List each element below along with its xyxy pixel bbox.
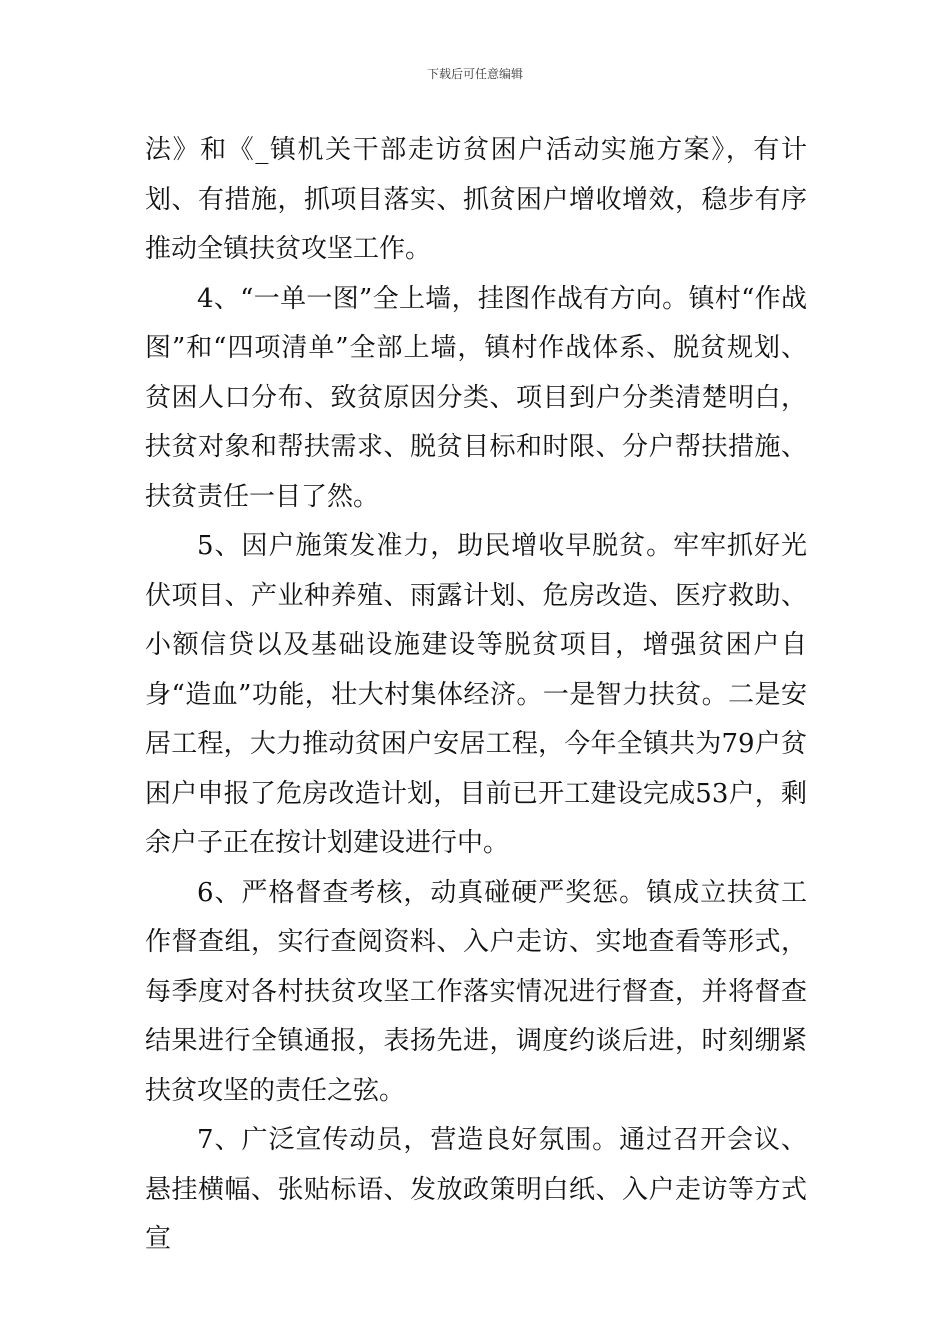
paragraph-item-6: 6、严格督查考核，动真碰硬严奖惩。镇成立扶贫工作督查组，实行查阅资料、入户走访、实地查看等形式，每季度对各村扶贫攻坚工作落实情况进行督查，并将督查结果进行全镇通报，表扬先进，调度约谈后进，时刻绷紧扶贫攻坚的责任之弦。 [145, 877, 807, 1106]
paragraph-item-7: 7、广泛宣传动员，营造良好氛围。通过召开会议、悬挂横幅、张贴标语、发放政策明白纸、入户走访等方式宣 [145, 1125, 807, 1254]
page-header: 下载后可任意编辑 [426, 67, 523, 81]
paragraph-item-4: 4、“一单一图”全上墙，挂图作战有方向。镇村“作战图”和“四项清单”全部上墙，镇村作战体系、脱贫规划、贫困人口分布、致贫原因分类、项目到户分类清楚明白，扶贫对象和帮扶需求、脱贫目标和时限、分户帮扶措施、扶贫责任一目了然。 [145, 283, 807, 512]
paragraph-continued: 法》和《_镇机关干部走访贫困户活动实施方案》，有计划、有措施，抓项目落实、抓贫困户增收增效，稳步有序推动全镇扶贫攻坚工作。 [145, 135, 807, 264]
paragraph-item-5: 5、因户施策发准力，助民增收早脱贫。牢牢抓好光伏项目、产业种养殖、雨露计划、危房改造、医疗救助、小额信贷以及基础设施建设等脱贫项目，增强贫困户自身“造血”功能，壮大村集体经济。一是智力扶贫。二是安居工程，大力推动贫困户安居工程，今年全镇共为79户贫困户申报了危房改造计划，目前已开工建设完成53户，剩余户子正在按计划建设进行中。 [145, 531, 807, 858]
document-body [145, 126, 807, 1265]
